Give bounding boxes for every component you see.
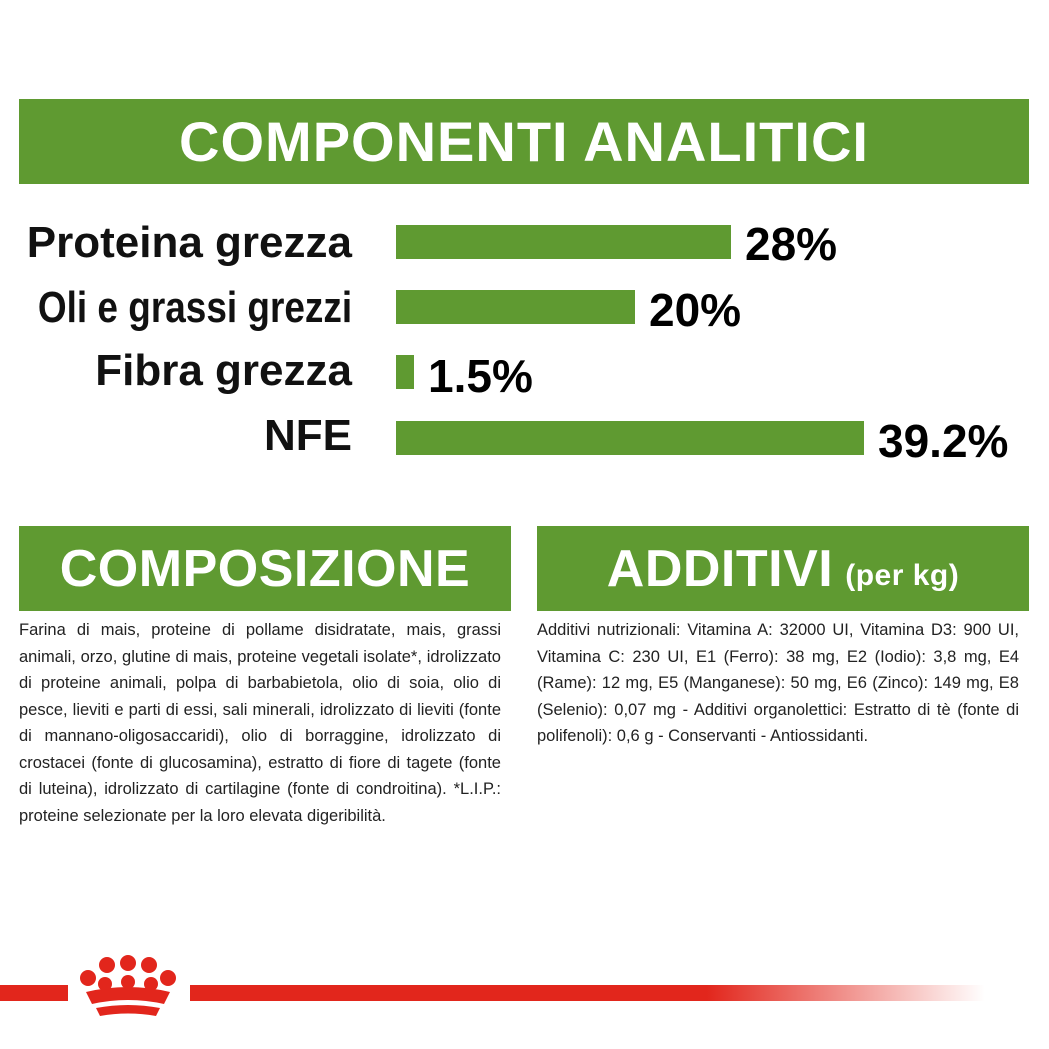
bar-nfe [396, 421, 864, 455]
row-label-nfe: NFE [264, 411, 352, 460]
additivi-subtitle: (per kg) [845, 558, 960, 592]
additivi-text: Additivi nutrizionali: Vitamina A: 32000 UI, Vitamina D3: 900 UI, Vitamina C: 230 UI, E1 (Ferro): 38 mg, E2 (Iodio): 3,8 mg, E4 (Rame): 12 mg, E5 (Manganese): 50 mg, E6 (Zinco): 149 mg, E8 (Selenio): 0,07 mg - Additivi organolettici: Estratto di tè (fonte di polifenoli): 0,6 g - Conservanti - Antiossidanti. [537, 621, 1019, 745]
value-fibra: 1.5% [428, 350, 533, 402]
row-label-oli-grassi: Oli e grassi grezzi [37, 283, 352, 332]
bar-oli-grassi [396, 290, 635, 324]
additivi-title: ADDITIVI [606, 539, 834, 598]
analitici-banner [19, 99, 1029, 184]
composizione-title: COMPOSIZIONE [59, 539, 471, 598]
analitici-title: COMPONENTI ANALITICI [179, 110, 869, 173]
row-label-fibra: Fibra grezza [95, 346, 352, 395]
bar-fibra [396, 355, 414, 389]
value-proteina: 28% [745, 218, 838, 270]
additivi-banner [537, 526, 1029, 611]
composizione-banner [19, 526, 511, 611]
value-oli-grassi: 20% [649, 284, 742, 336]
value-nfe: 39.2% [878, 415, 1009, 467]
bar-proteina [396, 225, 731, 259]
brand-line-left [0, 985, 68, 1001]
row-label-proteina: Proteina grezza [26, 218, 352, 267]
royal-canin-crown-icon [72, 954, 184, 1020]
brand-line-right [190, 985, 985, 1001]
composizione-text: Farina di mais, proteine di pollame disidratate, mais, grassi animali, orzo, glutine di mais, proteine vegetali isolate*, idrolizzato di proteine animali, polpa di barbabietola, olio di soia, olio di pesce, lieviti e parti di essi, sali minerali, idrolizzato di lieviti (fonte di mannano-oligosaccaridi), olio di borraggine, idrolizzato di crostacei (fonte di glucosamina), estratto di fiore di tagete (fonte di luteina), idrolizzato di cartilagine (fonte di condroitina). *L.I.P.: proteine selezionate per la loro elevata digeribilità. [19, 621, 501, 825]
